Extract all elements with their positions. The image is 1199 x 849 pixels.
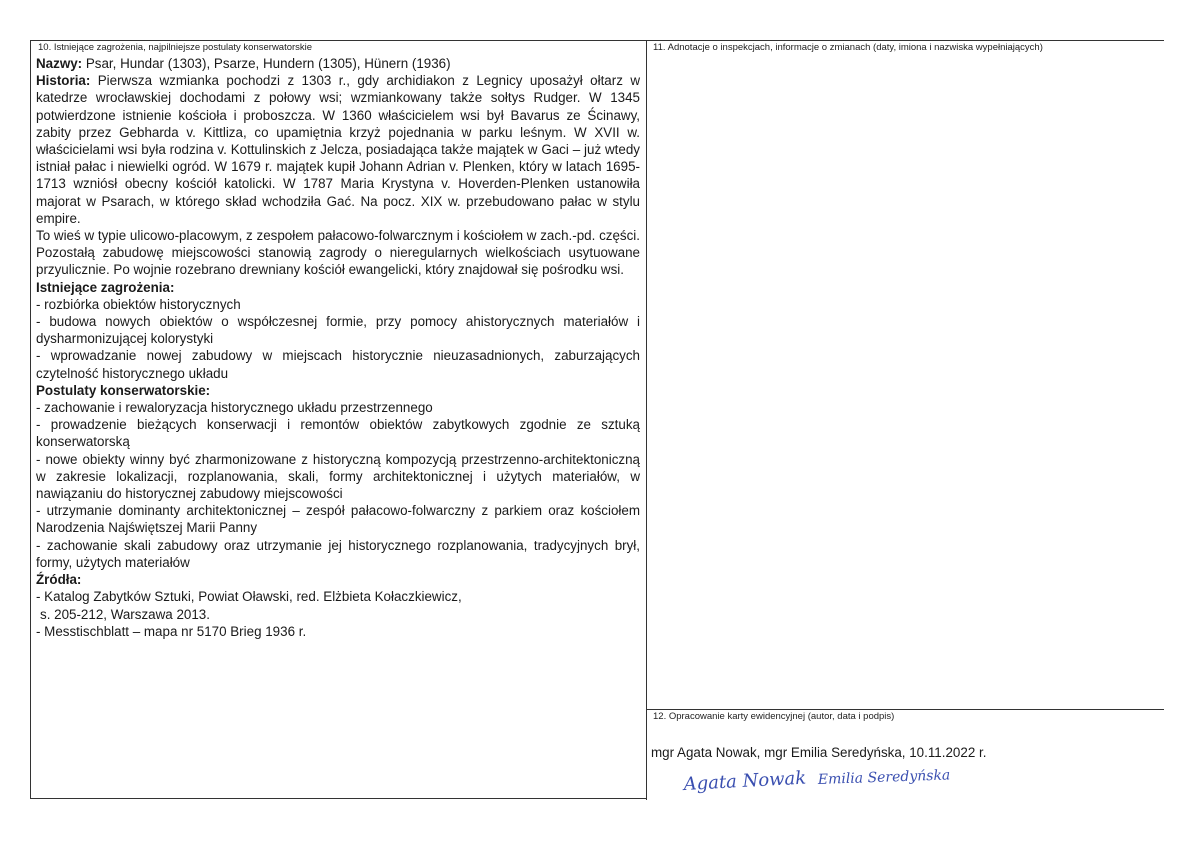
names-label: Nazwy: xyxy=(36,56,83,71)
postulate-item: - zachowanie i rewaloryzacja historycznego układu przestrzennego xyxy=(36,400,433,416)
source-item: - Messtischblatt – mapa nr 5170 Brieg 1936 r. xyxy=(36,623,307,639)
signature-emilia-seredynska: Emilia Seredyńska xyxy=(817,767,951,788)
village-paragraph: To wieś w typie ulicowo-placowym, z zespołem pałacowo-folwarcznym i kościołem w zach.-pd. części. Pozostałą zabudowę miejscowości stanowią zagrody o nieregularnych wielkościach usytuowane przyulicznie. Po wojnie rozebrano drewniany kościół ewangelicki, który znajdował się pośrodku wsi. xyxy=(36,228,640,278)
column-divider xyxy=(646,40,647,800)
threat-item: - budowa nowych obiektów o współczesnej formie, przy pomocy ahistorycznych materiałów i dysharmonizującej kolorystyki xyxy=(36,314,640,347)
section-11-top-border xyxy=(646,40,1164,41)
section-10-header: 10. Istniejące zagrożenia, najpilniejsze postulaty konserwatorskie xyxy=(38,42,313,53)
section-11-header: 11. Adnotacje o inspekcjach, informacje o zmianach (daty, imiona i nazwiska wypełniających) xyxy=(653,42,1043,53)
source-item: - Katalog Zabytków Sztuki, Powiat Oławski, red. Elżbieta Kołaczkiewicz, xyxy=(36,589,462,605)
section-10-left-border xyxy=(30,40,31,798)
section-12-top-border xyxy=(646,709,1164,710)
postulate-item: - nowe obiekty winny być zharmonizowane z historyczną kompozycją przestrzenno-architektoniczną w zakresie lokalizacji, rozplanowania, skali, formy architektonicznej i użytych materiałów, w nawiązaniu do historycznej zabudowy miejscowości xyxy=(36,451,640,502)
threat-item: - wprowadzanie nowej zabudowy w miejscach historycznie nieuzasadnionych, zaburzających czytelność historycznego układu xyxy=(36,348,640,381)
postulates-heading: Postulaty konserwatorskie: xyxy=(36,382,211,398)
signature-agata-nowak: Agata Nowak xyxy=(683,767,807,795)
threats-heading: Istniejące zagrożenia: xyxy=(36,279,175,295)
history-text: Pierwsza wzmianka pochodzi z 1303 r., gdy archidiakon z Legnicy uposażył ołtarz w katedrze wrocławskiej dochodami z połowy wsi; wzmiankowany także sołtys Rudger. W 1345 potwierdzone istnienie kościoła i proboszcza. W 1360 właścicielem wsi był Bavarus ze Ścinawy, zabity przez Gebharda v. Kittliza, co upamiętnia krzyż pojednania w parku leśnym. W XVII w. właścicielami wsi była rodzina v. Kottulinskich z Jelcza, posiadająca także majątek w Gaci – już wtedy istniał pałac i niewielki ogród. W 1679 r. majątek kupił Johann Adrian v. Plenken, który w latach 1695-1713 wzniósł obecny kościół katolicki. W 1787 Maria Krystyna v. Hoverden-Plenken ustanowiła majorat w Psarach, w którego skład wchodziła Gać. Na pocz. XIX w. przebudowano pałac w stylu empire. xyxy=(36,73,640,226)
section-10-content xyxy=(36,55,640,640)
card-authors: mgr Agata Nowak, mgr Emilia Seredyńska, 10.11.2022 r. xyxy=(651,745,987,760)
section-12-header: 12. Opracowanie karty ewidencyjnej (autor, data i podpis) xyxy=(653,711,895,722)
section-10-top-border xyxy=(30,40,646,41)
sources-heading: Źródła: xyxy=(36,572,82,588)
history-paragraph xyxy=(36,72,640,227)
source-item: s. 205-212, Warszawa 2013. xyxy=(40,606,210,622)
postulate-item: - zachowanie skali zabudowy oraz utrzymanie jej historycznego rozplanowania, tradycyjnych brył, formy, użytych materiałów xyxy=(36,537,640,570)
postulate-item: - prowadzenie bieżących konserwacji i remontów obiektów zabytkowych zgodnie ze sztuką konserwatorską xyxy=(36,417,640,450)
postulate-item: - utrzymanie dominanty architektonicznej – zespół pałacowo-folwarczny z parkiem oraz kościołem Narodzenia Najświętszej Marii Panny xyxy=(36,503,640,536)
names-text: Psar, Hundar (1303), Psarze, Hundern (1305), Hünern (1936) xyxy=(82,56,451,71)
handwritten-signatures xyxy=(660,760,980,805)
section-10-bottom-border xyxy=(30,798,647,799)
names-paragraph xyxy=(36,55,640,72)
history-label: Historia: xyxy=(36,73,91,89)
threat-item: - rozbiórka obiektów historycznych xyxy=(36,296,241,312)
